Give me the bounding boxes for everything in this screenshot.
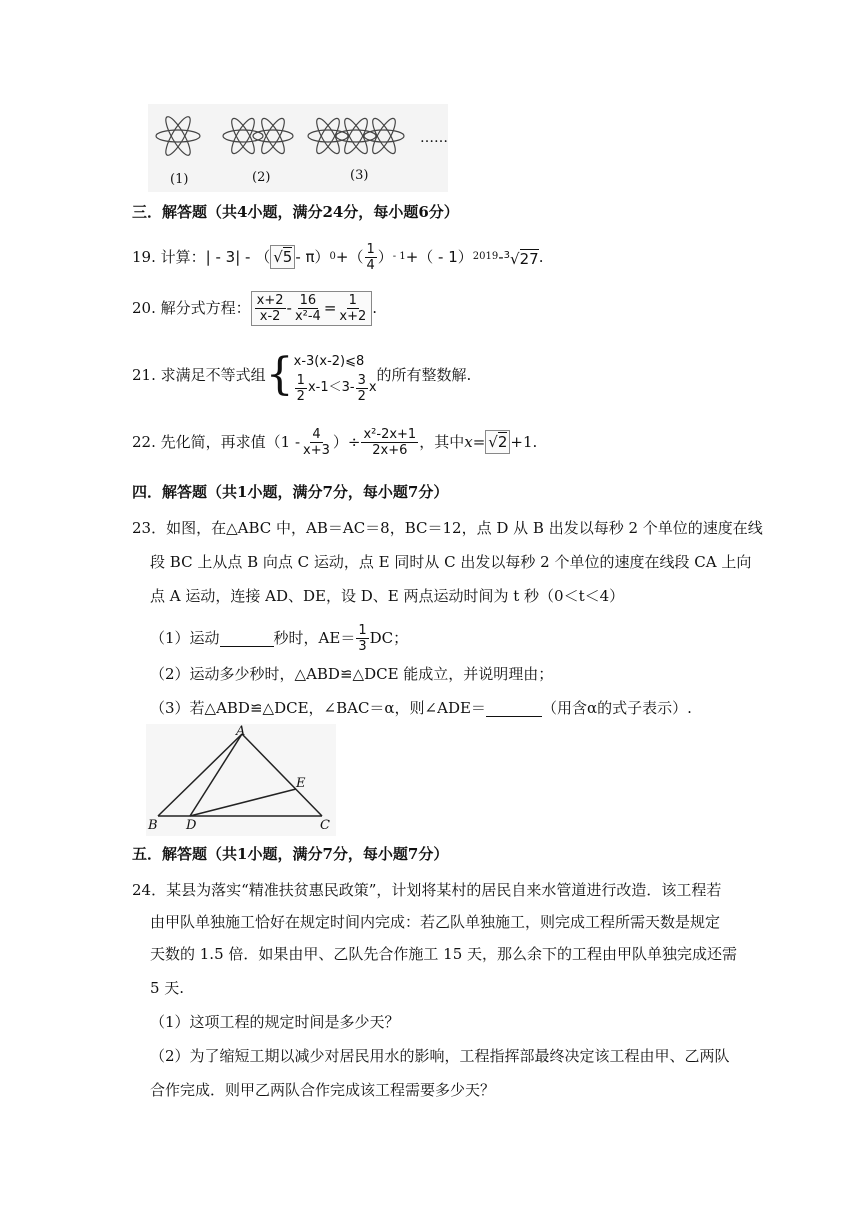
q24-line-1: 24．某县为落实“精准扶贫惠民政策”，计划将某村的居民自来水管道进行改造．该工程若	[132, 881, 722, 899]
q19-exp-neg1: - 1	[392, 251, 406, 262]
label-C: C	[320, 818, 330, 833]
triangle-figure	[146, 724, 336, 836]
q24-line-4: 5 天.	[150, 979, 185, 997]
section-3-heading: 三．解答题（共4小题，满分24分，每小题6分）	[132, 203, 459, 221]
q24-part-1: （1）这项工程的规定时间是多少天？	[150, 1013, 400, 1031]
q19-exp2019: 2019	[472, 251, 499, 262]
label-B: B	[148, 818, 158, 833]
q22-sqrt2: √2	[485, 430, 510, 454]
q22-fraction-2: $\frac{\text{x²-2x+1}}{2x+6}$	[363, 426, 417, 458]
q19-number: 19.	[132, 248, 156, 266]
q19-fraction: $\frac{1}{4}$	[366, 241, 375, 273]
q19-abs-part: | - 3| - （	[205, 248, 271, 266]
q21-row1: x-3(x-2)⩽8	[293, 354, 365, 369]
flower-label-2: (2)	[252, 170, 271, 185]
triangle-svg	[146, 724, 336, 836]
section-4-heading: 四．解答题（共1小题，满分7分，每小题7分）	[132, 483, 449, 501]
q20-number: 20.	[132, 299, 156, 317]
label-A: A	[236, 724, 246, 739]
q23-line-1: 23．如图，在△ABC 中，AB＝AC＝8，BC＝12，点 D 从 B 出发以每秒 2 个单位的速度在线	[132, 519, 763, 537]
question-22	[132, 420, 537, 464]
q24-part-2a: （2）为了缩短工期以减少对居民用水的影响，工程指挥部最终决定该工程由甲、乙两队	[150, 1047, 730, 1065]
q19-exp0: 0	[329, 251, 336, 262]
q20-prefix: 解分式方程：	[160, 299, 251, 317]
flower-label-3: (3)	[350, 168, 369, 183]
q19-sqrt5: √5	[270, 245, 295, 269]
question-20	[132, 288, 377, 328]
q23-p1-a: （1）运动	[150, 629, 220, 647]
q19-plus-neg1: +（ - 1）	[405, 248, 473, 266]
q19-end: .	[538, 248, 544, 266]
question-21	[132, 346, 471, 404]
q19-minus-pi: - π）	[295, 248, 330, 266]
q23-line-2: 段 BC 上从点 B 向点 C 运动，点 E 同时从 C 出发以每秒 2 个单位的速度在线段 CA 上向	[150, 553, 752, 571]
q23-part-2: （2）运动多少秒时，△ABD≌△DCE 能成立，并说明理由；	[150, 665, 554, 683]
q24-line-3: 天数的 1.5 倍．如果由甲、乙队先合作施工 15 天，那么余下的工程由甲队单独完成还需	[150, 945, 738, 963]
q23-p1-c: DC；	[369, 629, 409, 647]
q22-fraction-1: $\frac{4}{x+3}$	[303, 426, 330, 458]
q23-p3-blank	[486, 700, 542, 717]
q23-p3-b: （用含α的式子表示）.	[541, 699, 692, 717]
q20-equation-box: $\frac{x+2}{x-2}$ - $\frac{16}{\text{x²-4}}$ = $\frac{1}{x+2}$	[251, 291, 373, 326]
q19-prefix: 计算：	[160, 248, 206, 266]
q20-end: .	[372, 299, 378, 317]
q22-suffix-a: ，其中	[419, 433, 465, 451]
q19-plus-paren: +（	[335, 248, 364, 266]
flower-ellipsis: ……	[420, 130, 448, 146]
q21-brace: {	[265, 349, 294, 400]
q23-p3-a: （3）若△ABD≌△DCE，∠BAC＝α，则∠ADE＝	[150, 699, 486, 717]
flower-pattern-figure	[148, 104, 448, 192]
q23-p1-blank	[220, 630, 274, 647]
q23-part-1	[150, 618, 408, 658]
q22-divide: ）÷	[332, 433, 361, 451]
q21-row2: $\frac{1}{2}$ x-1＜3- $\frac{3}{2}$ x	[296, 372, 377, 404]
q23-p1-b: 秒时，AE＝	[273, 629, 356, 647]
section-5-heading: 五．解答题（共1小题，满分7分，每小题7分）	[132, 845, 449, 863]
q19-minus: -	[498, 248, 504, 266]
q23-line-3: 点 A 运动，连接 AD、DE，设 D、E 两点运动时间为 t 秒（0＜t＜4）	[150, 587, 625, 605]
q23-p1-fraction: $\frac{1}{3}$	[358, 622, 367, 654]
flower-pattern-svg	[148, 104, 448, 192]
question-19	[132, 240, 543, 274]
q24-line-2: 由甲队单独施工恰好在规定时间内完成：若乙队单独施工，则完成工程所需天数是规定	[150, 913, 721, 931]
label-D: D	[186, 818, 197, 833]
q22-var: x	[464, 433, 473, 451]
q19-cuberoot: $^3$√27	[503, 249, 539, 268]
q19-close-paren: ）	[377, 248, 393, 266]
q24-part-2b: 合作完成．则甲乙两队合作完成该工程需要多少天？	[150, 1081, 496, 1099]
q22-suffix-b: =	[472, 433, 486, 451]
q23-part-3	[150, 698, 692, 718]
q22-number: 22.	[132, 433, 156, 451]
q21-prefix: 求满足不等式组	[160, 366, 266, 384]
flower-label-1: (1)	[170, 172, 189, 187]
q22-suffix-c: +1.	[510, 433, 538, 451]
q22-prefix: 先化简，再求值（1 -	[160, 433, 301, 451]
q21-number: 21.	[132, 366, 156, 384]
q21-suffix: 的所有整数解.	[376, 366, 472, 384]
q21-system	[293, 349, 377, 404]
label-E: E	[296, 776, 306, 791]
